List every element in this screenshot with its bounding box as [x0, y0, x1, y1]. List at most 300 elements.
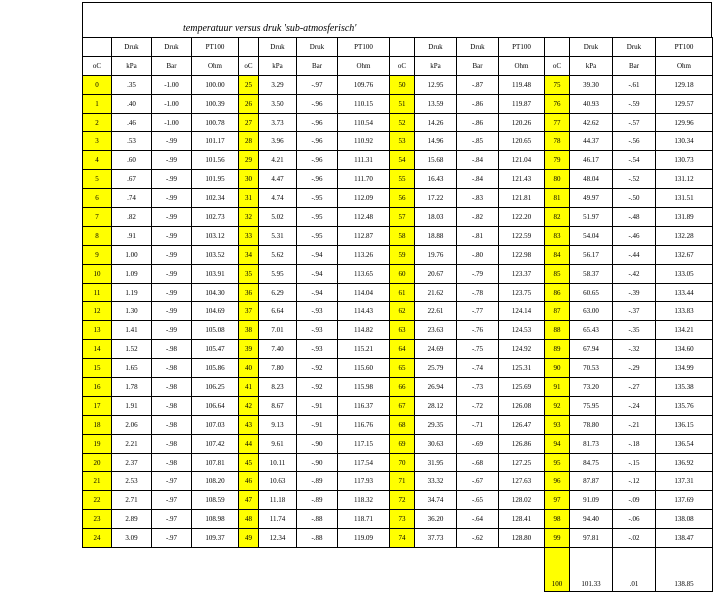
table-cell: Druk [613, 38, 656, 57]
table-cell: 77 [545, 113, 570, 132]
table-cell: 129.18 [656, 75, 713, 94]
table-cell: 105.08 [192, 321, 239, 340]
table-cell: 115.98 [338, 378, 390, 397]
table-cell: 107.03 [192, 415, 239, 434]
table-cell [390, 38, 415, 57]
table-cell: 124.92 [499, 340, 545, 359]
table-cell: 19.76 [415, 245, 457, 264]
table-cell: 94.40 [570, 510, 613, 529]
table-cell: 54 [390, 151, 415, 170]
empty-cell [297, 548, 338, 592]
table-cell: 1.65 [112, 359, 152, 378]
table-cell: 9 [83, 245, 112, 264]
table-cell: 73.20 [570, 378, 613, 397]
table-row [83, 132, 713, 151]
table-cell: 126.47 [499, 415, 545, 434]
table-cell: -.68 [457, 453, 499, 472]
table-cell: -.94 [297, 283, 338, 302]
table-row [83, 340, 713, 359]
table-cell: .40 [112, 94, 152, 113]
table-cell: -.85 [457, 132, 499, 151]
table-cell: 71 [390, 472, 415, 491]
table-cell: 14 [83, 340, 112, 359]
empty-cell [239, 548, 259, 592]
table-cell: 17.22 [415, 189, 457, 208]
table-cell: -.86 [457, 113, 499, 132]
table-cell: -.92 [297, 378, 338, 397]
table-cell: PT100 [192, 38, 239, 57]
table-cell: 70 [390, 453, 415, 472]
table-cell: 2.37 [112, 453, 152, 472]
table-cell: 3.73 [259, 113, 297, 132]
table-cell: 36 [239, 283, 259, 302]
table-cell: 1.41 [112, 321, 152, 340]
table-cell: 92 [545, 396, 570, 415]
table-cell: -.91 [297, 396, 338, 415]
table-cell: .01 [613, 548, 656, 592]
table-cell: 15 [83, 359, 112, 378]
table-cell: -.54 [613, 151, 656, 170]
table-cell: 114.82 [338, 321, 390, 340]
table-cell: 83 [545, 226, 570, 245]
table-row [83, 283, 713, 302]
table-cell: -.12 [613, 472, 656, 491]
table-cell: 24 [83, 529, 112, 548]
table-cell: -.96 [297, 151, 338, 170]
table-cell: 18.03 [415, 208, 457, 227]
table-cell: 78 [545, 132, 570, 151]
table-cell: 117.15 [338, 434, 390, 453]
table-cell: 48.04 [570, 170, 613, 189]
table-cell: -.87 [457, 75, 499, 94]
table-cell: 35 [239, 264, 259, 283]
table-cell: 1.91 [112, 396, 152, 415]
table-cell: 21.62 [415, 283, 457, 302]
table-cell: 122.20 [499, 208, 545, 227]
table-cell: 114.43 [338, 302, 390, 321]
table-cell: -.15 [613, 453, 656, 472]
table-cell: -.44 [613, 245, 656, 264]
table-cell: -.97 [297, 75, 338, 94]
table-cell: PT100 [656, 38, 713, 57]
table-cell: 65 [390, 359, 415, 378]
table-cell: 119.87 [499, 94, 545, 113]
table-cell: 50 [390, 75, 415, 94]
table-cell: .91 [112, 226, 152, 245]
table-cell: -.99 [152, 302, 192, 321]
table-cell: 11.18 [259, 491, 297, 510]
table-cell: 40.93 [570, 94, 613, 113]
table-cell: 126.08 [499, 396, 545, 415]
table-cell: -.46 [613, 226, 656, 245]
table-cell: 130.73 [656, 151, 713, 170]
table-cell: -.62 [457, 529, 499, 548]
table-cell: 96 [545, 472, 570, 491]
table-cell: 18 [83, 415, 112, 434]
table-cell: -.29 [613, 359, 656, 378]
table-cell: 3.50 [259, 94, 297, 113]
table-cell: 136.92 [656, 453, 713, 472]
table-cell: 34 [239, 245, 259, 264]
table-cell: -.06 [613, 510, 656, 529]
table-cell: -.99 [152, 132, 192, 151]
table-cell: 106.64 [192, 396, 239, 415]
table-cell: 112.09 [338, 189, 390, 208]
table-cell: 42.62 [570, 113, 613, 132]
table-row [83, 170, 713, 189]
table-cell: 7.01 [259, 321, 297, 340]
table-cell: 113.26 [338, 245, 390, 264]
table-cell: 116.37 [338, 396, 390, 415]
table-cell: -.61 [613, 75, 656, 94]
table-cell: 118.71 [338, 510, 390, 529]
table-cell: 26 [239, 94, 259, 113]
table-cell: Ohm [499, 56, 545, 75]
table-cell: 25.79 [415, 359, 457, 378]
table-cell: Druk [112, 38, 152, 57]
table-cell: 105.47 [192, 340, 239, 359]
table-cell: -.88 [297, 529, 338, 548]
table-cell: 31 [239, 189, 259, 208]
table-cell: 131.51 [656, 189, 713, 208]
table-cell: 78.80 [570, 415, 613, 434]
table-cell: 25 [239, 75, 259, 94]
table-cell: 5.31 [259, 226, 297, 245]
table-cell: 1.78 [112, 378, 152, 397]
table-cell: 17 [83, 396, 112, 415]
table-cell: 13.59 [415, 94, 457, 113]
table-cell: 58 [390, 226, 415, 245]
table-cell: 5 [83, 170, 112, 189]
table-cell: -.94 [297, 264, 338, 283]
table-cell: 103.52 [192, 245, 239, 264]
table-cell: 37 [239, 302, 259, 321]
table-cell: 113.65 [338, 264, 390, 283]
table-cell: 101.33 [570, 548, 613, 592]
table-cell: 100.00 [192, 75, 239, 94]
table-cell: -.92 [297, 359, 338, 378]
table-cell: -.39 [613, 283, 656, 302]
table-cell: 106.25 [192, 378, 239, 397]
table-cell: 9.13 [259, 415, 297, 434]
data-table [82, 37, 713, 592]
table-cell: -.80 [457, 245, 499, 264]
table-cell: 62 [390, 302, 415, 321]
table-cell: 26.94 [415, 378, 457, 397]
table-cell: -.56 [613, 132, 656, 151]
table-cell: 129.96 [656, 113, 713, 132]
table-cell: 15.68 [415, 151, 457, 170]
table-cell: -.97 [152, 510, 192, 529]
table-cell: -.09 [613, 491, 656, 510]
table-cell: -.52 [613, 170, 656, 189]
table-title: temperatuur versus druk 'sub-atmosferisch' [183, 23, 357, 34]
table-cell: 117.54 [338, 453, 390, 472]
table-cell: -.32 [613, 340, 656, 359]
table-cell: 124.53 [499, 321, 545, 340]
table-cell: 67 [390, 396, 415, 415]
table-cell: 119.48 [499, 75, 545, 94]
table-cell: -.99 [152, 283, 192, 302]
table-cell: 5.95 [259, 264, 297, 283]
table-cell: Ohm [192, 56, 239, 75]
table-row [83, 208, 713, 227]
table-cell: Druk [415, 38, 457, 57]
empty-cell [338, 548, 390, 592]
table-cell: 72 [390, 491, 415, 510]
table-cell: 22.61 [415, 302, 457, 321]
table-cell: 59 [390, 245, 415, 264]
table-cell: -.95 [297, 226, 338, 245]
table-cell: 70.53 [570, 359, 613, 378]
table-cell: 90 [545, 359, 570, 378]
table-cell: -.69 [457, 434, 499, 453]
table-cell: 138.47 [656, 529, 713, 548]
table-cell: 81.73 [570, 434, 613, 453]
table-cell: -.96 [297, 170, 338, 189]
table-cell: -.89 [297, 472, 338, 491]
table-cell: 75 [545, 75, 570, 94]
table-cell: -.97 [152, 472, 192, 491]
table-cell: 60.65 [570, 283, 613, 302]
table-cell: 86 [545, 283, 570, 302]
table-cell: 36.20 [415, 510, 457, 529]
table-cell: -.99 [152, 170, 192, 189]
table-cell: 109.37 [192, 529, 239, 548]
table-cell: .53 [112, 132, 152, 151]
table-cell: 114.04 [338, 283, 390, 302]
table-cell: 74 [390, 529, 415, 548]
table-cell: 98 [545, 510, 570, 529]
table-cell: 39 [239, 340, 259, 359]
table-cell: PT100 [499, 38, 545, 57]
table-cell: 68 [390, 415, 415, 434]
table-cell: 122.59 [499, 226, 545, 245]
table-cell: 58.37 [570, 264, 613, 283]
table-cell: 136.15 [656, 415, 713, 434]
table-cell: 10.63 [259, 472, 297, 491]
table-cell: 87 [545, 302, 570, 321]
table-cell: 134.21 [656, 321, 713, 340]
table-cell: -.71 [457, 415, 499, 434]
table-cell: 108.20 [192, 472, 239, 491]
table-cell: 108.98 [192, 510, 239, 529]
table-cell: -.98 [152, 415, 192, 434]
table-cell: -.99 [152, 226, 192, 245]
table-cell: -.84 [457, 151, 499, 170]
table-cell: 131.12 [656, 170, 713, 189]
table-cell: -.83 [457, 189, 499, 208]
table-cell: -.67 [457, 472, 499, 491]
table-cell: 123.75 [499, 283, 545, 302]
table-cell: 16 [83, 378, 112, 397]
table-cell: 27 [239, 113, 259, 132]
table-cell: -.72 [457, 396, 499, 415]
table-cell: 12.34 [259, 529, 297, 548]
table-cell: 31.95 [415, 453, 457, 472]
table-row [83, 226, 713, 245]
table-cell: -.64 [457, 510, 499, 529]
table-cell: 51 [390, 94, 415, 113]
table-cell: 107.81 [192, 453, 239, 472]
table-cell: -1.00 [152, 94, 192, 113]
table-cell [83, 38, 112, 57]
table-cell: -.90 [297, 434, 338, 453]
table-row [83, 472, 713, 491]
table-cell: 117.93 [338, 472, 390, 491]
table-cell: 101.95 [192, 170, 239, 189]
table-cell: 41 [239, 378, 259, 397]
table-cell: 110.15 [338, 94, 390, 113]
table-cell: 3.29 [259, 75, 297, 94]
table-cell: 115.60 [338, 359, 390, 378]
table-cell: 4.74 [259, 189, 297, 208]
table-cell: 93 [545, 415, 570, 434]
table-cell: 132.67 [656, 245, 713, 264]
table-cell: 127.25 [499, 453, 545, 472]
table-cell: 136.54 [656, 434, 713, 453]
table-cell: -.95 [297, 189, 338, 208]
table-cell: -.02 [613, 529, 656, 548]
table-cell: -.99 [152, 151, 192, 170]
table-cell: 46 [239, 472, 259, 491]
table-cell: 80 [545, 170, 570, 189]
table-cell: 9.61 [259, 434, 297, 453]
table-cell: -.98 [152, 453, 192, 472]
table-cell: -.96 [297, 113, 338, 132]
table-cell: 3.09 [112, 529, 152, 548]
table-cell: 19 [83, 434, 112, 453]
table-cell: 102.73 [192, 208, 239, 227]
table-cell: 0 [83, 75, 112, 94]
table-cell: 110.54 [338, 113, 390, 132]
table-cell: 12 [83, 302, 112, 321]
table-cell: 118.32 [338, 491, 390, 510]
table-cell: 14.26 [415, 113, 457, 132]
table-cell: .60 [112, 151, 152, 170]
table-cell: -.91 [297, 415, 338, 434]
table-cell: 111.31 [338, 151, 390, 170]
table-cell: 119.09 [338, 529, 390, 548]
table-row [83, 264, 713, 283]
table-row [83, 189, 713, 208]
table-cell: 128.80 [499, 529, 545, 548]
table-row [83, 302, 713, 321]
table-cell: -.77 [457, 302, 499, 321]
table-row [83, 113, 713, 132]
table-cell: 84 [545, 245, 570, 264]
table-row [83, 245, 713, 264]
table-cell: 104.69 [192, 302, 239, 321]
table-cell: 37.73 [415, 529, 457, 548]
table-cell: 54.04 [570, 226, 613, 245]
table-cell: 138.85 [656, 548, 713, 592]
empty-cell [152, 548, 192, 592]
table-cell: 39.30 [570, 75, 613, 94]
table-cell: 4 [83, 151, 112, 170]
table-cell: 99 [545, 529, 570, 548]
table-cell: Bar [613, 56, 656, 75]
table-cell: 5.02 [259, 208, 297, 227]
table-cell: 84.75 [570, 453, 613, 472]
table-cell: 11.74 [259, 510, 297, 529]
table-cell: Druk [152, 38, 192, 57]
table-cell: 91 [545, 378, 570, 397]
table-cell: 108.59 [192, 491, 239, 510]
table-cell: 122.98 [499, 245, 545, 264]
table-cell [545, 38, 570, 57]
table-cell: 126.86 [499, 434, 545, 453]
table-cell: 133.83 [656, 302, 713, 321]
header-row-unit [83, 56, 713, 75]
table-cell: 133.05 [656, 264, 713, 283]
empty-cell [112, 548, 152, 592]
table-cell: Ohm [338, 56, 390, 75]
table-cell: 103.91 [192, 264, 239, 283]
table-cell: -.81 [457, 226, 499, 245]
table-cell: 137.69 [656, 491, 713, 510]
table-cell: 120.65 [499, 132, 545, 151]
table-cell: -.99 [152, 245, 192, 264]
table-cell: 53 [390, 132, 415, 151]
table-cell: 5.62 [259, 245, 297, 264]
table-cell: Bar [297, 56, 338, 75]
table-row [83, 510, 713, 529]
table-cell: 10 [83, 264, 112, 283]
table-cell: 29.35 [415, 415, 457, 434]
table-cell: 6.29 [259, 283, 297, 302]
table-cell: 13 [83, 321, 112, 340]
table-cell: .74 [112, 189, 152, 208]
table-row [83, 151, 713, 170]
table-cell: 134.60 [656, 340, 713, 359]
table-cell: 28 [239, 132, 259, 151]
empty-cell [83, 548, 112, 592]
table-cell: -.94 [297, 245, 338, 264]
table-cell: 116.76 [338, 415, 390, 434]
table-row [83, 453, 713, 472]
table-cell: .67 [112, 170, 152, 189]
table-cell: 23 [83, 510, 112, 529]
table-cell: 107.42 [192, 434, 239, 453]
table-cell: 69 [390, 434, 415, 453]
table-cell: 101.56 [192, 151, 239, 170]
table-cell: 73 [390, 510, 415, 529]
spreadsheet [82, 2, 712, 592]
table-cell: 104.30 [192, 283, 239, 302]
table-cell: 4.21 [259, 151, 297, 170]
table-cell: 47 [239, 491, 259, 510]
table-cell: 100.39 [192, 94, 239, 113]
table-cell: 48 [239, 510, 259, 529]
table-cell: 128.02 [499, 491, 545, 510]
table-cell: kPa [415, 56, 457, 75]
table-cell: 85 [545, 264, 570, 283]
table-cell: 7.80 [259, 359, 297, 378]
table-cell: -1.00 [152, 75, 192, 94]
table-cell: 128.41 [499, 510, 545, 529]
table-cell: 76 [545, 94, 570, 113]
table-cell: 61 [390, 283, 415, 302]
table-cell: -.35 [613, 321, 656, 340]
table-cell: 20.67 [415, 264, 457, 283]
table-cell: -.78 [457, 283, 499, 302]
table-cell: 79 [545, 151, 570, 170]
table-cell: 2.71 [112, 491, 152, 510]
table-cell: 56.17 [570, 245, 613, 264]
table-cell: 133.44 [656, 283, 713, 302]
table-cell: 46.17 [570, 151, 613, 170]
